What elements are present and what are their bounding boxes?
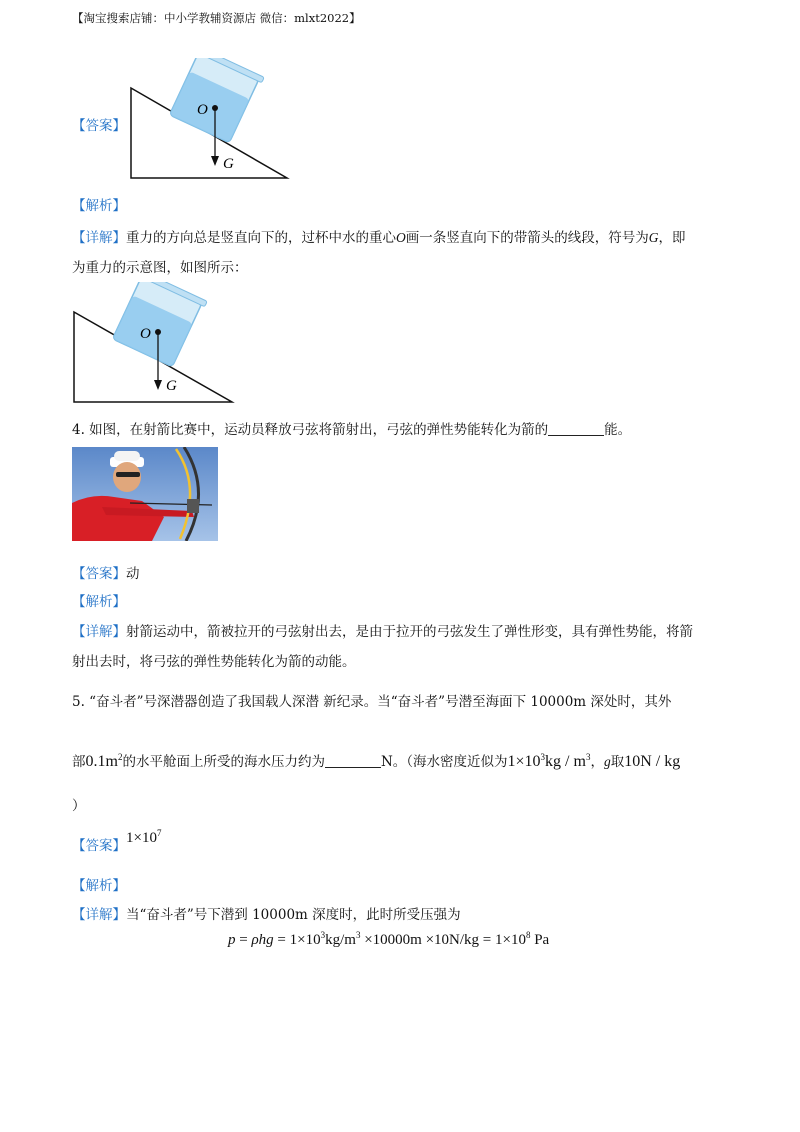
q4-detail-text: 射箭运动中，箭被拉开的弓弦射出去，是由于拉开的弓弦发生了弹性形变，具有弹性势能，将箭 (126, 624, 693, 640)
q4-detail-tag: 【详解】 (72, 624, 126, 640)
q5-answer: $1\times 10^7$ (126, 828, 162, 846)
q5-line2 (72, 752, 680, 772)
q4-blank (548, 421, 604, 436)
q3-detail-text-a: 重力的方向总是竖直向下的，过杯中水的重心 (126, 230, 396, 246)
q5-line2-pre: 部 (72, 754, 86, 770)
gravity-arrow-icon (154, 380, 162, 390)
q4-question-text: 4. 如图，在射箭比赛中，运动员释放弓弦将箭射出，弓弦的弹性势能转化为箭的 (72, 422, 549, 438)
q4-question (72, 420, 631, 440)
q3-detail-line1 (72, 228, 686, 248)
q5-line3: ） (72, 798, 86, 814)
q5-answer-tag: 【答案】 (72, 838, 126, 854)
q5-analysis-tag: 【解析】 (72, 878, 126, 894)
shop-header: 【淘宝搜索店铺：中小学教辅资源店 微信：mlxt2022】 (72, 11, 361, 25)
q5-detail-text: 当“奋斗者”号下潜到 10000m 深度时，此时所受压强为 (126, 907, 461, 923)
q3-detail-line2: 为重力的示意图，如图所示： (72, 260, 248, 276)
q3-detail-G: G (648, 230, 659, 245)
q5-answer-line (72, 828, 162, 856)
label-G: G (223, 156, 234, 172)
q3-analysis-tag: 【解析】 (72, 198, 126, 214)
q3-detail-figure (70, 282, 240, 408)
q4-answer: 动 (126, 566, 140, 582)
q4-question-tail: 能。 (604, 422, 632, 438)
q5-density: $1\times 10^3kg / m^3$ (507, 752, 591, 770)
q5-detail-tag: 【详解】 (72, 907, 126, 923)
q3-detail-O: O (396, 230, 406, 245)
q4-analysis-tag: 【解析】 (72, 594, 126, 610)
q4-answer-tag: 【答案】 (72, 566, 126, 582)
q3-detail-text-c: ，即 (658, 230, 686, 246)
q3-detail-tag: 【详解】 (72, 230, 126, 246)
q5-detail-line1 (72, 905, 461, 925)
q5-blank (325, 753, 381, 768)
q4-detail-line2: 射出去时，将弓弦的弹性势能转化为箭的动能。 (72, 654, 356, 670)
q5-g-comma: ， (590, 754, 604, 770)
label-O: O (197, 102, 208, 118)
q4-detail-line1 (72, 622, 693, 642)
label-O: O (140, 326, 151, 342)
q5-g-value: 10N / kg (624, 753, 681, 770)
q5-line1: 5. “奋斗者”号深潜器创造了我国载人深潜 新纪录。当“奋斗者”号潜至海面下 10000m 深处时，其外 (72, 694, 672, 710)
gravity-arrow-icon (211, 156, 219, 166)
q3-answer-tag: 【答案】 (72, 118, 126, 134)
q5-line2-mid: 的水平舱面上所受的海水压力约为 (122, 754, 325, 770)
label-G: G (166, 378, 177, 394)
q5-g-symbol: g (603, 754, 611, 769)
archer-photo-icon (72, 447, 218, 541)
q3-detail-text-b: 画一条竖直向下的带箭头的线段，符号为 (405, 230, 649, 246)
q4-answer-line (72, 564, 140, 584)
q5-line2-unit: N。（海水密度近似为 (380, 754, 508, 770)
q3-answer-figure (125, 58, 295, 184)
q5-area: $0.1m^2$ (85, 752, 123, 770)
q5-g-take: 取 (610, 754, 625, 770)
q5-formula: $p = \rho hg = 1\times 10^3kg/m^3 \times 10000m \times 10N/kg = 1\times 10^8$ Pa (228, 930, 550, 948)
